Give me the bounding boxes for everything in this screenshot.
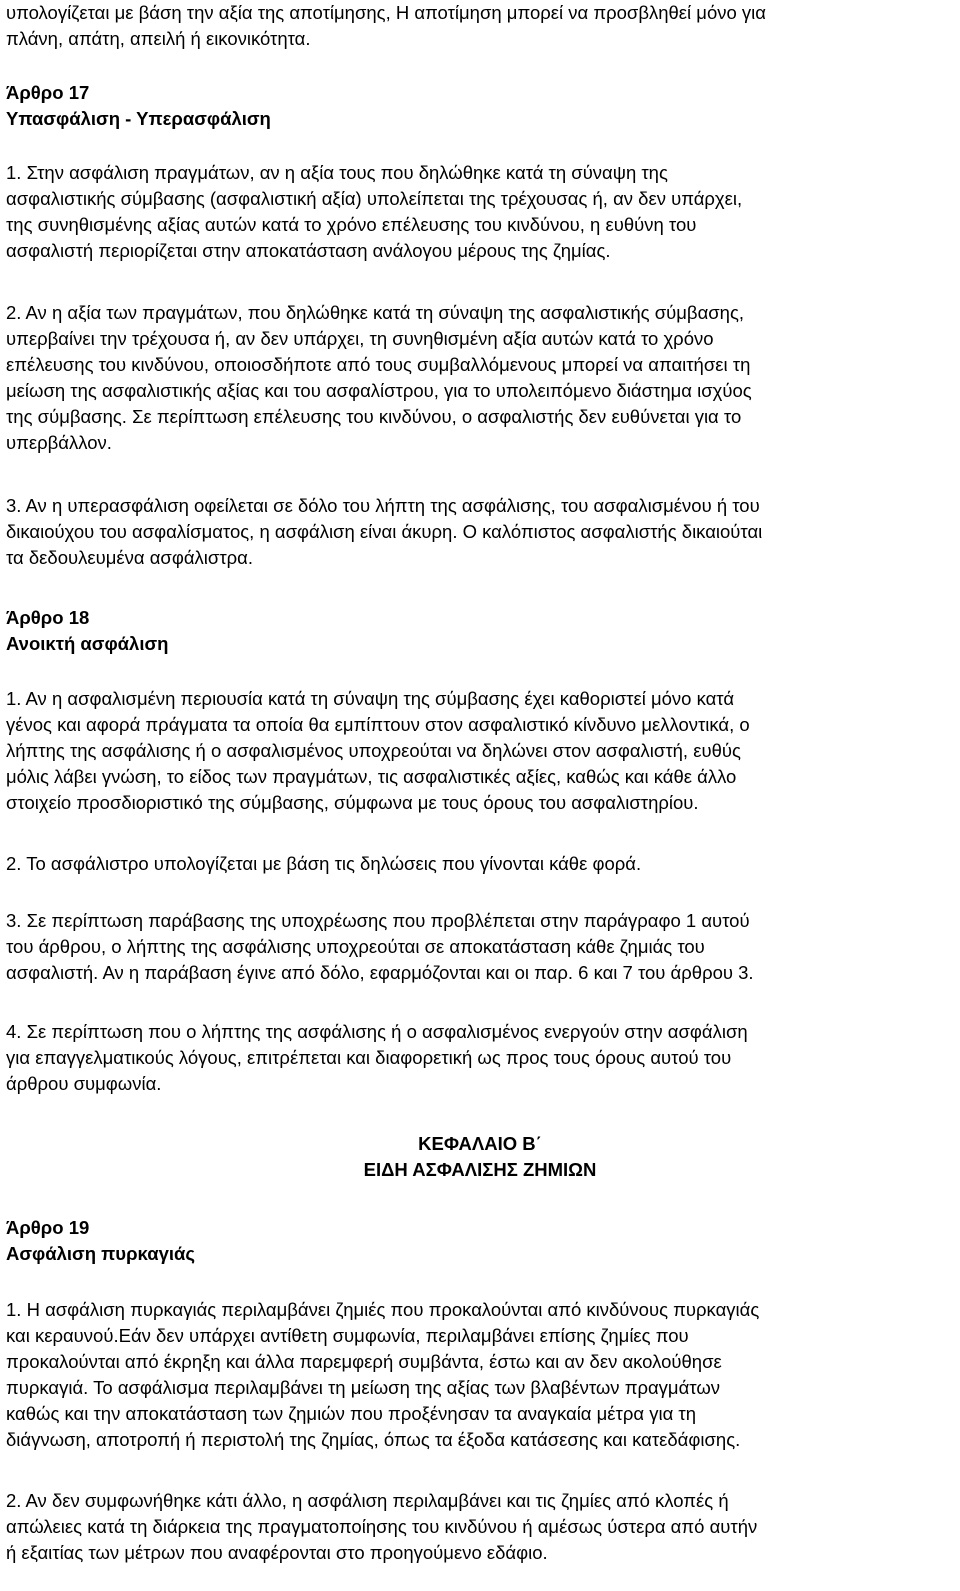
text-line: για επαγγελματικούς λόγους, επιτρέπεται και διαφορετική ως προς τους όρους αυτού του bbox=[6, 1047, 732, 1068]
intro-continuation bbox=[6, 0, 950, 52]
article-19-p1 bbox=[6, 1297, 950, 1453]
text-line: 4. Σε περίπτωση που ο λήπτης της ασφάλισης ή ο ασφαλισμένος ενεργούν στην ασφάλιση bbox=[6, 1021, 748, 1042]
text-line: υπερβάλλον. bbox=[6, 432, 112, 453]
text-line: 1. Η ασφάλιση πυρκαγιάς περιλαμβάνει ζημιές που προκαλούνται από κινδύνους πυρκαγιάς bbox=[6, 1299, 760, 1320]
text-line: πυρκαγιά. Το ασφάλισμα περιλαμβάνει τη μείωση της αξίας των βλαβέντων πραγμάτων bbox=[6, 1377, 721, 1398]
text-line: της συνηθισμένης αξίας αυτών κατά το χρόνο επέλευσης του κινδύνου, η ευθύνη του bbox=[6, 214, 697, 235]
text-line: στοιχείο προσδιοριστικό της σύμβασης, σύμφωνα με τους όρους του ασφαλιστηρίου. bbox=[6, 792, 699, 813]
heading-line: Υπασφάλιση - Υπερασφάλιση bbox=[6, 108, 271, 129]
text-line: μείωση της ασφαλιστικής αξίας και του ασφαλίστρου, για το υπολειπόμενο διάστημα ισχύος bbox=[6, 380, 752, 401]
text-line: διάγνωση, αποτροπή ή περιστολή της ζημίας, όπως τα έξοδα κατάσεσης και κατεδάφισης. bbox=[6, 1429, 741, 1450]
text-line: 2. Αν δεν συμφωνήθηκε κάτι άλλο, η ασφάλιση περιλαμβάνει και τις ζημίες από κλοπές ή bbox=[6, 1490, 729, 1511]
text-line: του άρθρου, ο λήπτης της ασφάλισης υποχρεούται σε αποκατάσταση κάθε ζημιάς του bbox=[6, 936, 705, 957]
heading-line: Άρθρο 17 bbox=[6, 82, 90, 103]
article-17-heading bbox=[6, 80, 950, 132]
text-line: καθώς και την αποκατάσταση των ζημιών που προξένησαν τα αναγκαία μέτρα για τη bbox=[6, 1403, 697, 1424]
article-17-p3 bbox=[6, 493, 950, 571]
article-18-heading bbox=[6, 605, 950, 657]
article-18-p1 bbox=[6, 686, 950, 816]
article-18-p2 bbox=[6, 851, 950, 877]
text-line: ασφαλιστή περιορίζεται στην αποκατάσταση ανάλογου μέρους της ζημίας. bbox=[6, 240, 611, 261]
text-line: τα δεδουλευμένα ασφάλιστρα. bbox=[6, 547, 253, 568]
text-line: απώλειες κατά τη διάρκεια της πραγματοποίησης του κινδύνου ή αμέσως ύστερα από αυτήν bbox=[6, 1516, 758, 1537]
text-line: ασφαλιστή. Αν η παράβαση έγινε από δόλο, εφαρμόζονται και οι παρ. 6 και 7 του άρθρου 3. bbox=[6, 962, 754, 983]
article-19-heading bbox=[6, 1215, 950, 1267]
text-line: ή εξαιτίας των μέτρων που αναφέρονται στο προηγούμενο εδάφιο. bbox=[6, 1542, 548, 1563]
text-line: επέλευσης του κινδύνου, οποιοσδήποτε από τους συμβαλλόμενους μπορεί να απαιτήσει τη bbox=[6, 354, 751, 375]
text-line: υπερβαίνει την τρέχουσα ή, αν δεν υπάρχει, τη συνηθισμένη αξία αυτών κατά το χρόνο bbox=[6, 328, 714, 349]
heading-line: ΕΙΔΗ ΑΣΦΑΛΙΣΗΣ ΖΗΜΙΩΝ bbox=[363, 1159, 597, 1180]
heading-line: ΚΕΦΑΛΑΙΟ Β΄ bbox=[418, 1133, 542, 1154]
text-line: γένος και αφορά πράγματα τα οποία θα εμπίπτουν στον ασφαλιστικό κίνδυνο μελλοντικά, ο bbox=[6, 714, 750, 735]
chapter-b-heading bbox=[0, 1131, 960, 1183]
text-line: 2. Το ασφάλιστρο υπολογίζεται με βάση τις δηλώσεις που γίνονται κάθε φορά. bbox=[6, 853, 642, 874]
heading-line: Άρθρο 18 bbox=[6, 607, 90, 628]
text-line: 3. Σε περίπτωση παράβασης της υποχρέωσης που προβλέπεται στην παράγραφο 1 αυτού bbox=[6, 910, 750, 931]
article-18-p4 bbox=[6, 1019, 950, 1097]
heading-line: Ανοικτή ασφάλιση bbox=[6, 633, 169, 654]
article-19-p2 bbox=[6, 1488, 950, 1566]
text-line: άρθρου συμφωνία. bbox=[6, 1073, 162, 1094]
text-line: 2. Αν η αξία των πραγμάτων, που δηλώθηκε κατά τη σύναψη της ασφαλιστικής σύμβασης, bbox=[6, 302, 745, 323]
text-line: 1. Αν η ασφαλισμένη περιουσία κατά τη σύναψη της σύμβασης έχει καθοριστεί μόνο κατά bbox=[6, 688, 735, 709]
heading-line: Ασφάλιση πυρκαγιάς bbox=[6, 1243, 196, 1264]
text-line: λήπτης της ασφάλισης ή ο ασφαλισμένος υποχρεούται να δηλώνει στον ασφαλιστή, ευθύς bbox=[6, 740, 741, 761]
text-line: της σύμβασης. Σε περίπτωση επέλευσης του κινδύνου, ο ασφαλιστής δεν ευθύνεται για το bbox=[6, 406, 742, 427]
text-line: μόλις λάβει γνώση, το είδος των πραγμάτων, τις ασφαλιστικές αξίες, καθώς και κάθε άλλο bbox=[6, 766, 737, 787]
text-line: υπολογίζεται με βάση την αξία της αποτίμησης, Η αποτίμηση μπορεί να προσβληθεί μόνο για bbox=[6, 2, 766, 23]
article-18-p3 bbox=[6, 908, 950, 986]
text-line: πλάνη, απάτη, απειλή ή εικονικότητα. bbox=[6, 28, 311, 49]
text-line: 1. Στην ασφάλιση πραγμάτων, αν η αξία τους που δηλώθηκε κατά τη σύναψη της bbox=[6, 162, 668, 183]
article-17-p2 bbox=[6, 300, 950, 456]
text-line: προκαλούνται από έκρηξη και άλλα παρεμφερή συμβάντα, έστω και αν δεν ακολούθησε bbox=[6, 1351, 722, 1372]
text-line: δικαιούχου του ασφαλίσματος, η ασφάλιση είναι άκυρη. Ο καλόπιστος ασφαλιστής δικαιούται bbox=[6, 521, 763, 542]
text-line: και κεραυνού.Εάν δεν υπάρχει αντίθετη συμφωνία, περιλαμβάνει επίσης ζημίες που bbox=[6, 1325, 689, 1346]
article-17-p1 bbox=[6, 160, 950, 264]
text-line: ασφαλιστικής σύμβασης (ασφαλιστική αξία) υπολείπεται της τρέχουσας ή, αν δεν υπάρχει, bbox=[6, 188, 743, 209]
text-line: 3. Αν η υπερασφάλιση οφείλεται σε δόλο του λήπτη της ασφάλισης, του ασφαλισμένου ή του bbox=[6, 495, 760, 516]
heading-line: Άρθρο 19 bbox=[6, 1217, 90, 1238]
